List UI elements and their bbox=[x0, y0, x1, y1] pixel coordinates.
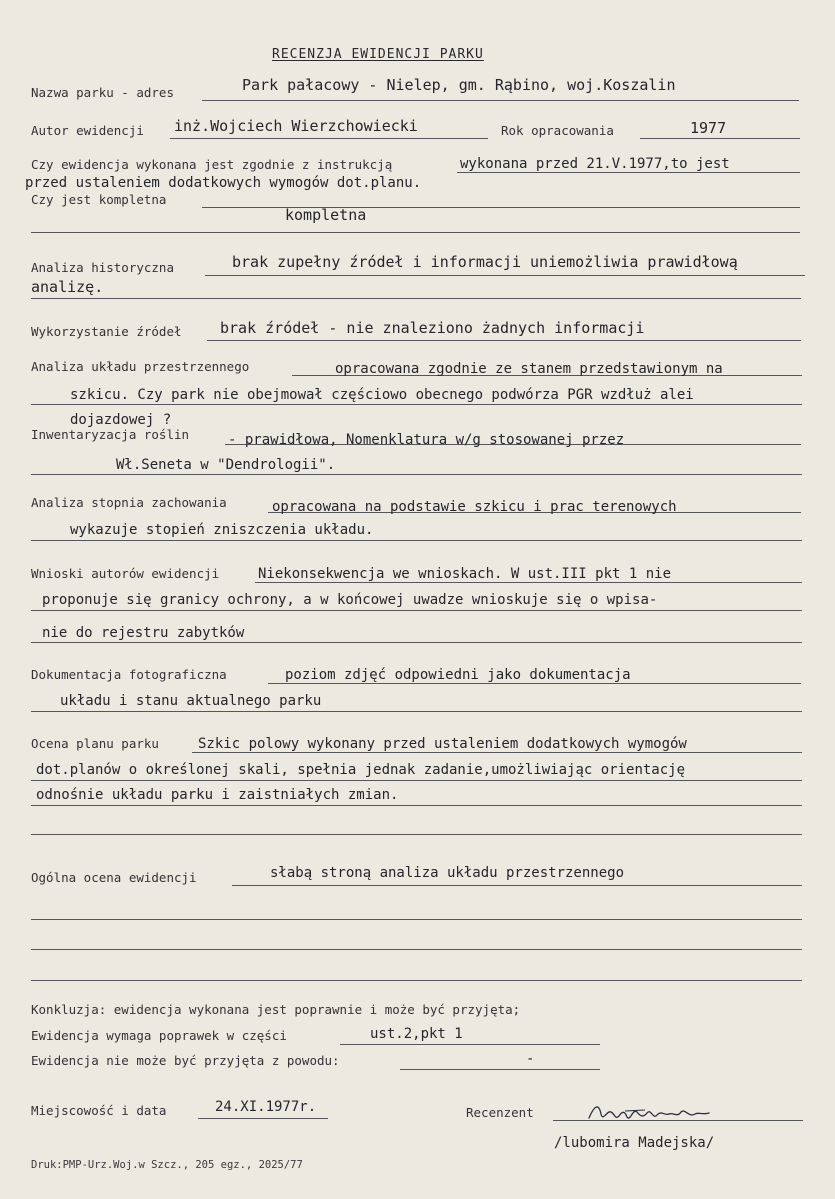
conclusions-value-3: nie do rejestru zabytków bbox=[42, 625, 245, 641]
place-date-value: 24.XI.1977r. bbox=[215, 1099, 317, 1115]
rejection-label: Ewidencja nie może być przyjęta z powodu: bbox=[31, 1053, 340, 1068]
plan-line-2 bbox=[31, 780, 802, 781]
handwritten-signature bbox=[585, 1100, 715, 1126]
reviewer-label: Recenzent bbox=[466, 1105, 534, 1120]
conclusions-line-3 bbox=[31, 642, 802, 643]
photo-label: Dokumentacja fotograficzna bbox=[31, 667, 227, 682]
plants-line-2 bbox=[31, 474, 802, 475]
spatial-value-2: szkicu. Czy park nie obejmował częściowo obecnego podwórza PGR wzdłuż alei bbox=[70, 387, 694, 403]
preservation-value-1: opracowana na podstawie szkicu i prac terenowych bbox=[272, 499, 677, 515]
place-date-line bbox=[198, 1118, 328, 1119]
spatial-line-2 bbox=[31, 404, 802, 405]
place-date-label: Miejscowość i data bbox=[31, 1103, 167, 1118]
conclusions-line-2 bbox=[31, 610, 802, 611]
complete-label: Czy jest kompletna bbox=[31, 192, 167, 207]
plan-label: Ocena planu parku bbox=[31, 736, 159, 751]
preservation-value-2: wykazuje stopień zniszczenia układu. bbox=[70, 522, 374, 538]
sources-label: Wykorzystanie źródeł bbox=[31, 324, 182, 339]
instruction-line bbox=[457, 172, 800, 173]
author-label: Autor ewidencji bbox=[31, 123, 144, 138]
park-name-value: Park pałacowy - Nielep, gm. Rąbino, woj.Koszalin bbox=[242, 76, 676, 94]
park-name-label: Nazwa parku - adres bbox=[31, 85, 174, 100]
history-value-1: brak zupełny źródeł i informacji uniemożliwia prawidłową bbox=[232, 253, 738, 271]
plan-line-3 bbox=[31, 805, 802, 806]
overall-line-2 bbox=[31, 919, 802, 920]
plants-value-2: Wł.Seneta w "Dendrologii". bbox=[116, 457, 336, 473]
complete-line-2 bbox=[31, 232, 800, 233]
complete-value: kompletna bbox=[285, 206, 367, 224]
plan-value-3: odnośnie układu parku i zaistniałych zmian. bbox=[36, 787, 399, 803]
conclusions-value-1: Niekonsekwencja we wnioskach. W ust.III pkt 1 nie bbox=[258, 566, 672, 582]
photo-line-2 bbox=[31, 711, 802, 712]
plan-line-4 bbox=[31, 834, 802, 835]
history-line-1 bbox=[205, 275, 805, 276]
photo-line-1 bbox=[268, 683, 801, 684]
history-label: Analiza historyczna bbox=[31, 260, 174, 275]
plan-line-1 bbox=[192, 752, 802, 753]
instruction-label: Czy ewidencja wykonana jest zgodnie z instrukcją bbox=[31, 157, 393, 172]
year-label: Rok opracowania bbox=[501, 123, 614, 138]
plan-value-2: dot.planów o określonej skali, spełnia jednak zadanie,umożliwiając orientację bbox=[36, 762, 686, 778]
year-value: 1977 bbox=[690, 119, 727, 137]
conclusion-line-1: Konkluzja: ewidencja wykonana jest poprawnie i może być przyjęta; bbox=[31, 1002, 521, 1017]
spatial-value-3: dojazdowej ? bbox=[70, 412, 172, 428]
history-line-2 bbox=[31, 298, 801, 299]
corrections-line bbox=[340, 1044, 600, 1045]
rejection-line bbox=[400, 1069, 600, 1070]
print-footer: Druk:PMP-Urz.Woj.w Szcz., 205 egz., 2025/77 bbox=[31, 1159, 303, 1171]
plan-value-1: Szkic polowy wykonany przed ustaleniem dodatkowych wymogów bbox=[198, 736, 687, 752]
rejection-value: - bbox=[526, 1051, 535, 1067]
spatial-value-1: opracowana zgodnie ze stanem przedstawionym na bbox=[335, 361, 723, 377]
overall-line-1 bbox=[232, 885, 802, 886]
conclusions-label: Wnioski autorów ewidencji bbox=[31, 566, 220, 581]
sources-line bbox=[207, 340, 801, 341]
author-value: inż.Wojciech Wierzchowiecki bbox=[174, 117, 418, 135]
photo-value-2: układu i stanu aktualnego parku bbox=[60, 693, 322, 709]
instruction-value-1: wykonana przed 21.V.1977,to jest bbox=[460, 156, 730, 172]
reviewer-name: /lubomira Madejska/ bbox=[554, 1135, 715, 1151]
overall-label: Ogólna ocena ewidencji bbox=[31, 870, 197, 885]
instruction-value-2: przed ustaleniem dodatkowych wymogów dot.planu. bbox=[25, 175, 422, 191]
plants-label: Inwentaryzacja roślin bbox=[31, 427, 190, 442]
sources-value: brak źródeł - nie znaleziono żadnych informacji bbox=[220, 319, 645, 337]
history-value-2: analizę. bbox=[31, 278, 104, 296]
spatial-label: Analiza układu przestrzennego bbox=[31, 359, 250, 374]
overall-line-4 bbox=[31, 980, 802, 981]
conclusions-value-2: proponuje się granicy ochrony, a w końcowej uwadze wnioskuje się o wpisa- bbox=[42, 592, 658, 608]
photo-value-1: poziom zdjęć odpowiedni jako dokumentacja bbox=[285, 667, 631, 683]
corrections-value: ust.2,pkt 1 bbox=[370, 1026, 463, 1042]
form-title: RECENZJA EWIDENCJI PARKU bbox=[272, 47, 484, 62]
plants-value-1: - prawidłowa, Nomenklatura w/g stosowanej przez bbox=[228, 432, 625, 448]
author-line bbox=[170, 138, 488, 139]
overall-value: słabą stroną analiza układu przestrzennego bbox=[270, 865, 625, 881]
conclusions-line-1 bbox=[255, 582, 802, 583]
year-line bbox=[640, 138, 800, 139]
preservation-label: Analiza stopnia zachowania bbox=[31, 495, 227, 510]
preservation-line-2 bbox=[31, 540, 802, 541]
overall-line-3 bbox=[31, 949, 802, 950]
corrections-label: Ewidencja wymaga poprawek w części bbox=[31, 1028, 287, 1043]
park-name-line bbox=[202, 100, 799, 101]
